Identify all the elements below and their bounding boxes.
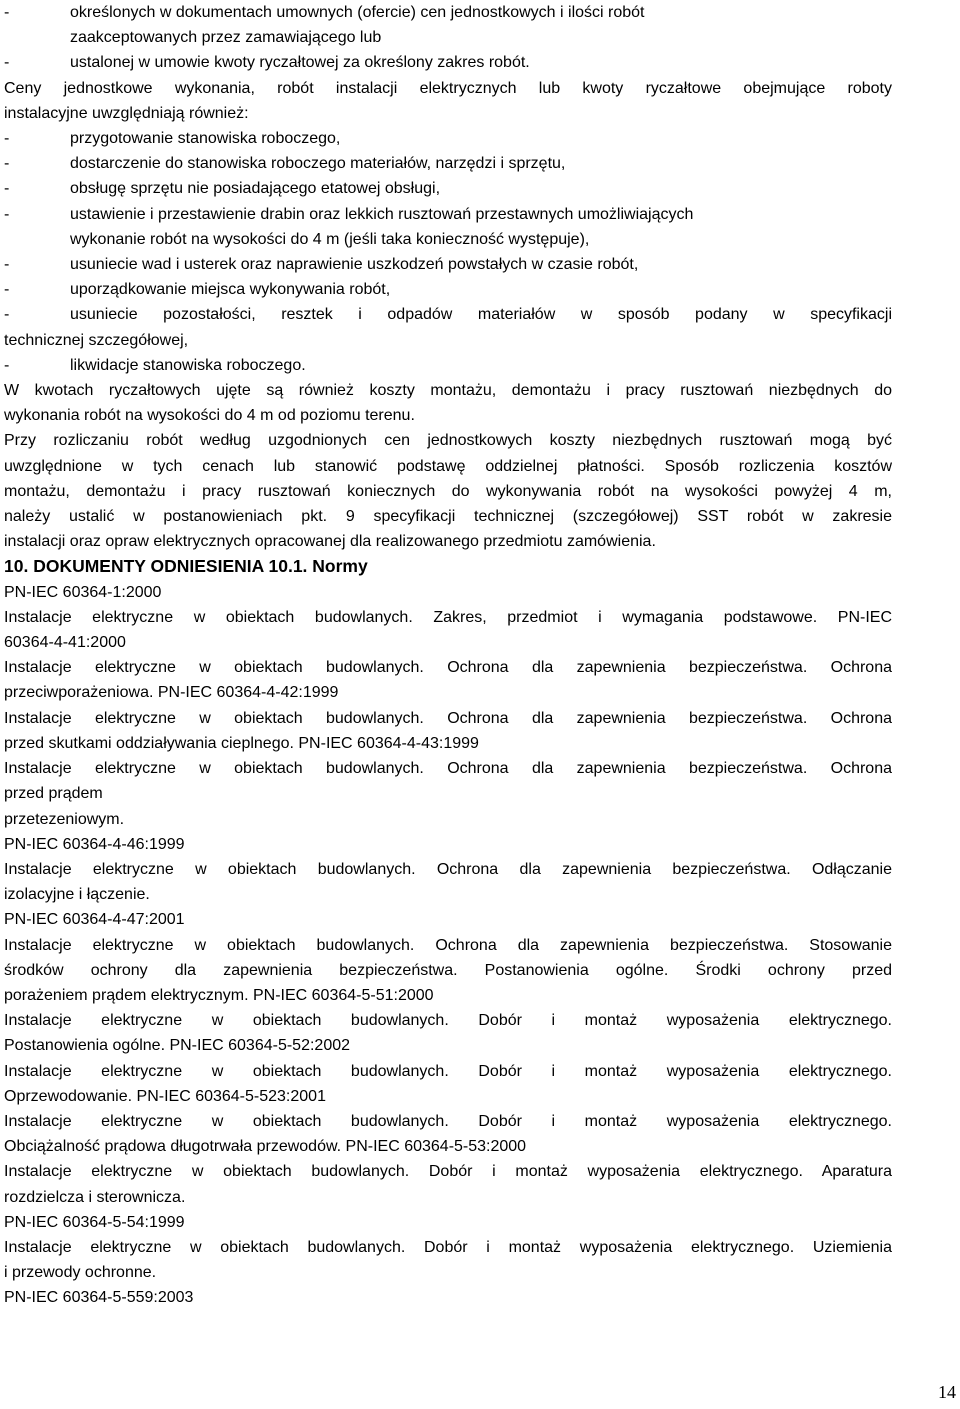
list-item	[4, 176, 892, 201]
paragraph-line: uwzględnione w tych cenach lub stanowić podstawę oddzielnej płatności. Sposób rozliczenia kosztów	[4, 457, 892, 475]
paragraph-line: W kwotach ryczałtowych ujęte są również koszty montażu, demontażu i pracy rusztowań niezbędnych do	[4, 382, 892, 400]
list-dash: -	[4, 180, 10, 198]
list-item	[4, 0, 892, 25]
list-item	[4, 302, 892, 327]
list-dash: -	[4, 356, 10, 374]
norm-code: PN-IEC 60364-4-46:1999	[4, 835, 185, 853]
norm-code: PN-IEC 60364-1:2000	[4, 583, 162, 601]
norm-code: PN-IEC 60364-5-559:2003	[4, 1289, 194, 1307]
scaffolding-paragraph	[4, 428, 892, 554]
list-dash: -	[4, 306, 10, 324]
paragraph-line: instalacyjne uwzględniają również:	[4, 104, 249, 122]
list-item-continuation: technicznej szczegółowej,	[4, 331, 189, 349]
norm-description-line: Instalacje elektryczne w obiektach budowlanych. Ochrona dla zapewnienia bezpieczeństwa. Ochrona	[4, 760, 892, 778]
list-item-text: likwidacje stanowiska roboczego.	[70, 356, 306, 374]
norm-description-line: Instalacje elektryczne w obiektach budowlanych. Ochrona dla zapewnienia bezpieczeństwa. Stosowanie	[4, 936, 892, 954]
list-item-text: ustalonej w umowie kwoty ryczałtowej za określony zakres robót.	[70, 54, 530, 72]
norm-description-line: Instalacje elektryczne w obiektach budowlanych. Dobór i montaż wyposażenia elektrycznego.	[4, 1112, 892, 1130]
list-item-continuation: wykonanie robót na wysokości do 4 m (jeśli taka konieczność występuje),	[70, 230, 590, 248]
norm-description-line: środków ochrony dla zapewnienia bezpieczeństwa. Postanowienia ogólne. Środki ochrony przed	[4, 961, 892, 979]
norm-description-line: przeciwporażeniowa. PN-IEC 60364-4-42:1999	[4, 684, 339, 702]
list-item-text: usuniecie wad i usterek oraz naprawienie uszkodzeń powstałych w czasie robót,	[70, 256, 639, 274]
norm-description-line: izolacyjne i łączenie.	[4, 886, 150, 904]
list-item-text: obsługę sprzętu nie posiadającego etatowej obsługi,	[70, 180, 441, 198]
list-item-text: przygotowanie stanowiska roboczego,	[70, 130, 341, 148]
included-works-list	[4, 126, 892, 378]
list-item-text: ustawienie i przestawienie drabin oraz lekkich rusztowań przestawnych umożliwiających	[70, 205, 694, 223]
norm-description-line: porażeniem prądem elektrycznym. PN-IEC 60364-5-51:2000	[4, 986, 434, 1004]
list-item	[4, 277, 892, 302]
norm-description-line: Postanowienia ogólne. PN-IEC 60364-5-52:2002	[4, 1037, 351, 1055]
norm-description-line: Instalacje elektryczne w obiektach budowlanych. Dobór i montaż wyposażenia elektrycznego.	[4, 1062, 892, 1080]
list-item	[4, 126, 892, 151]
page-number: 14	[938, 1382, 956, 1402]
list-item-text: określonych w dokumentach umownych (ofercie) cen jednostkowych i ilości robót	[70, 4, 645, 21]
norm-description-line: rozdzielcza i sterownicza.	[4, 1188, 186, 1206]
norm-description-line: Instalacje elektryczne w obiektach budowlanych. Ochrona dla zapewnienia bezpieczeństwa. Odłączanie	[4, 860, 892, 878]
section-heading: 10. DOKUMENTY ODNIESIENIA 10.1. Normy	[4, 556, 368, 577]
list-item	[4, 353, 892, 378]
norm-description-line: przed prądem	[4, 785, 103, 803]
list-item	[4, 151, 892, 176]
list-dash: -	[4, 130, 10, 148]
settlement-basis-list	[4, 0, 892, 76]
list-item-text: uporządkowanie miejsca wykonywania robót,	[70, 281, 391, 299]
unit-prices-paragraph	[4, 76, 892, 126]
norm-description-line: Instalacje elektryczne w obiektach budowlanych. Dobór i montaż wyposażenia elektrycznego. Uziemienia	[4, 1238, 892, 1256]
norm-description-line: przed skutkami oddziaływania cieplnego. PN-IEC 60364-4-43:1999	[4, 734, 479, 752]
lump-sum-paragraph	[4, 378, 892, 428]
list-item-text: dostarczenie do stanowiska roboczego materiałów, narzędzi i sprzętu,	[70, 155, 566, 173]
paragraph-line: montażu, demontażu i pracy rusztowań koniecznych do wykonywania robót na wysokości powyżej 4 m,	[4, 482, 892, 500]
norms-list	[4, 580, 892, 1311]
list-dash: -	[4, 4, 10, 21]
list-dash: -	[4, 54, 10, 72]
norm-description-line: Instalacje elektryczne w obiektach budowlanych. Dobór i montaż wyposażenia elektrycznego. Aparatura	[4, 1163, 892, 1181]
paragraph-line: Przy rozliczaniu robót według uzgodnionych cen jednostkowych koszty niezbędnych rusztowań mogą być	[4, 432, 892, 450]
norm-description-line: Instalacje elektryczne w obiektach budowlanych. Ochrona dla zapewnienia bezpieczeństwa. Ochrona	[4, 709, 892, 727]
list-item	[4, 202, 892, 227]
paragraph-line: wykonania robót na wysokości do 4 m od poziomu terenu.	[4, 407, 415, 425]
list-dash: -	[4, 205, 10, 223]
norm-description-line: Oprzewodowanie. PN-IEC 60364-5-523:2001	[4, 1087, 326, 1105]
norm-code: PN-IEC 60364-5-54:1999	[4, 1213, 185, 1231]
list-item-text: usuniecie pozostałości, resztek i odpadów materiałów w sposób podany w specyfikacji	[70, 306, 892, 324]
paragraph-line: należy ustalić w postanowieniach pkt. 9 specyfikacji technicznej (szczegółowej) SST robót w zakresie	[4, 508, 892, 526]
norm-description-line: i przewody ochronne.	[4, 1264, 157, 1282]
list-item	[4, 50, 892, 75]
list-item	[4, 252, 892, 277]
list-item-continuation: zaakceptowanych przez zamawiającego lub	[70, 29, 382, 47]
norm-code: PN-IEC 60364-4-47:2001	[4, 911, 185, 929]
list-dash: -	[4, 155, 10, 173]
paragraph-line: instalacji oraz opraw elektrycznych opracowanej dla realizowanego przedmiotu zamówienia.	[4, 533, 656, 551]
norm-description-line: przetezeniowym.	[4, 810, 125, 828]
norm-description-line: Obciążalność prądowa długotrwała przewodów. PN-IEC 60364-5-53:2000	[4, 1138, 527, 1156]
norm-description-line: 60364-4-41:2000	[4, 634, 126, 652]
norm-description-line: Instalacje elektryczne w obiektach budowlanych. Dobór i montaż wyposażenia elektrycznego.	[4, 1012, 892, 1030]
paragraph-line: Ceny jednostkowe wykonania, robót instalacji elektrycznych lub kwoty ryczałtowe obejmujące roboty	[4, 79, 892, 97]
norm-description-line: Instalacje elektryczne w obiektach budowlanych. Zakres, przedmiot i wymagania podstawowe. PN-IEC	[4, 608, 892, 626]
list-dash: -	[4, 256, 10, 274]
document-page	[4, 0, 892, 1311]
norm-description-line: Instalacje elektryczne w obiektach budowlanych. Ochrona dla zapewnienia bezpieczeństwa. Ochrona	[4, 659, 892, 677]
list-dash: -	[4, 281, 10, 299]
